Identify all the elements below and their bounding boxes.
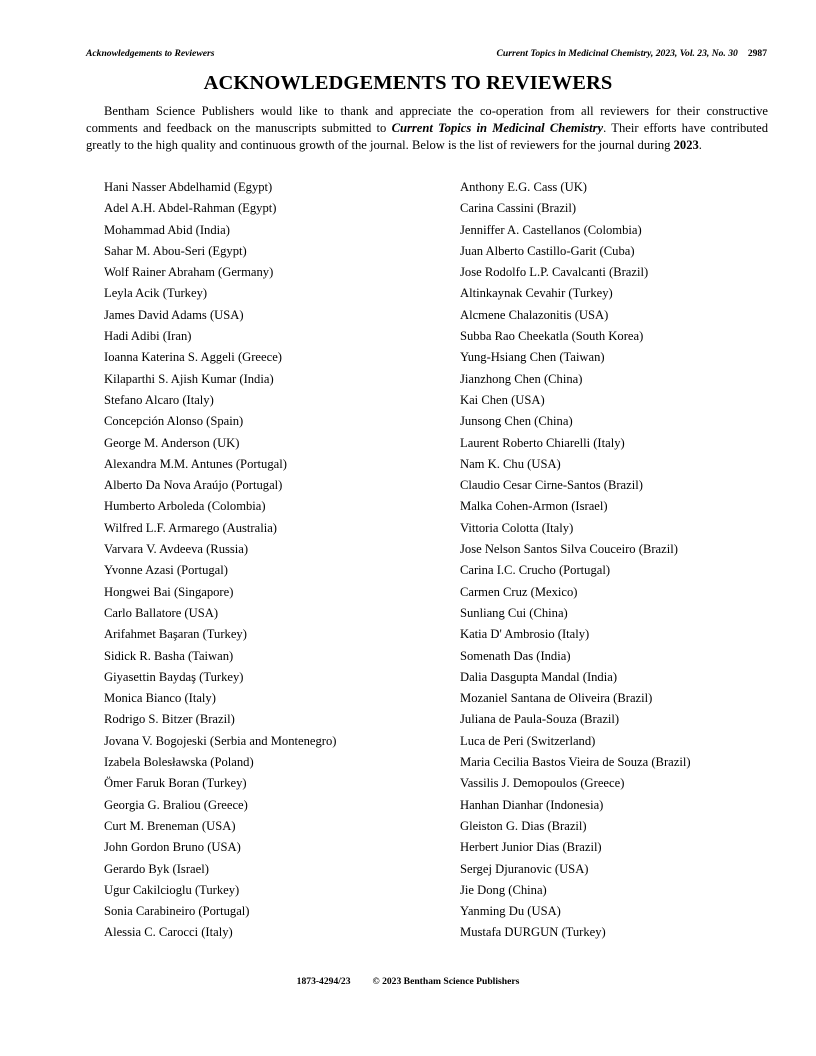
- reviewer-name: Herbert Junior Dias (Brazil): [460, 840, 602, 855]
- reviewer-name: Carina Cassini (Brazil): [460, 201, 577, 216]
- reviewer-name: Hongwei Bai (Singapore): [104, 584, 234, 599]
- reviewer-name: Georgia G. Braliou (Greece): [104, 797, 248, 812]
- reviewer-name: Stefano Alcaro (Italy): [104, 392, 214, 407]
- page-title: ACKNOWLEDGEMENTS TO REVIEWERS: [203, 72, 613, 94]
- reviewer-name: Jose Rodolfo L.P. Cavalcanti (Brazil): [460, 265, 649, 280]
- reviewer-name: Somenath Das (India): [460, 648, 571, 663]
- reviewer-name: Hani Nasser Abdelhamid (Egypt): [104, 180, 273, 194]
- reviewer-name: Alcmene Chalazonitis (USA): [460, 307, 609, 322]
- reviewer-name: Carmen Cruz (Mexico): [460, 584, 578, 599]
- reviewer-name: Sonia Carabineiro (Portugal): [104, 904, 250, 919]
- reviewer-name: Humberto Arboleda (Colombia): [104, 499, 266, 514]
- reviewer-name: Junsong Chen (China): [460, 414, 573, 429]
- reviewer-name: Wolf Rainer Abraham (Germany): [104, 265, 274, 280]
- reviewer-name: James David Adams (USA): [104, 307, 244, 322]
- reviewer-name: Jose Nelson Santos Silva Couceiro (Brazil): [460, 542, 678, 557]
- reviewer-name: Curt M. Breneman (USA): [104, 818, 236, 833]
- reviewer-name: Monica Bianco (Italy): [104, 691, 216, 706]
- reviewer-name: Alexandra M.M. Antunes (Portugal): [104, 456, 287, 471]
- reviewer-name: Anthony E.G. Cass (UK): [460, 180, 587, 194]
- reviewer-name: Hanhan Dianhar (Indonesia): [460, 797, 604, 812]
- intro-year: 2023: [673, 138, 699, 152]
- reviewer-name: Jenniffer A. Castellanos (Colombia): [460, 222, 642, 237]
- reviewer-name: Arifahmet Başaran (Turkey): [104, 627, 247, 642]
- copyright: © 2023 Bentham Science Publishers: [372, 976, 520, 987]
- reviewer-name: Carina I.C. Crucho (Portugal): [460, 563, 611, 578]
- reviewer-name: Wilfred L.F. Armarego (Australia): [104, 520, 277, 535]
- reviewer-name: Altinkaynak Cevahir (Turkey): [460, 286, 613, 301]
- journal-info: Current Topics in Medicinal Chemistry, 2023, Vol. 23, No. 30: [496, 48, 738, 59]
- intro-text-3: .: [698, 138, 702, 152]
- journal-name: Current Topics in Medicinal Chemistry: [391, 121, 604, 135]
- reviewer-name: Hadi Adibi (Iran): [104, 329, 192, 344]
- reviewer-name: Mohammad Abid (India): [104, 222, 230, 237]
- reviewer-name: Vittoria Colotta (Italy): [460, 520, 574, 535]
- reviewer-name: Nam K. Chu (USA): [460, 456, 561, 471]
- reviewer-name: George M. Anderson (UK): [104, 435, 240, 450]
- reviewer-name: Kai Chen (USA): [460, 392, 545, 407]
- reviewer-name: Juan Alberto Castillo-Garit (Cuba): [460, 243, 635, 258]
- reviewer-name: Yanming Du (USA): [460, 904, 561, 919]
- intro-text-2: . Their efforts have contributed greatly to the high quality and continuous growth of the journal. Below is the list of reviewers for the journal during: [86, 121, 768, 152]
- intro-text-1: Bentham Science Publishers would like to thank and appreciate the co-operation from all reviewers for their constructive comments and feedback on the manuscripts submitted to: [86, 104, 768, 135]
- reviewer-name: Adel A.H. Abdel-Rahman (Egypt): [104, 201, 277, 216]
- issn: 1873-4294/23: [296, 976, 351, 987]
- reviewer-name: Dalia Dasgupta Mandal (India): [460, 669, 618, 684]
- reviewer-name: Rodrigo S. Bitzer (Brazil): [104, 712, 235, 727]
- reviewer-name: Alessia C. Carocci (Italy): [104, 925, 233, 940]
- page-number: 2987: [747, 48, 767, 59]
- reviewer-name: Maria Cecilia Bastos Vieira de Souza (Brazil): [460, 755, 691, 770]
- reviewer-name: Kilaparthi S. Ajish Kumar (India): [104, 371, 274, 386]
- reviewer-name: Yvonne Azasi (Portugal): [104, 563, 228, 578]
- running-header-left: Acknowledgements to Reviewers: [86, 48, 215, 59]
- running-header-right: [497, 48, 767, 59]
- reviewer-name: Laurent Roberto Chiarelli (Italy): [460, 435, 625, 450]
- reviewer-name: Mozaniel Santana de Oliveira (Brazil): [460, 691, 653, 706]
- reviewer-name: John Gordon Bruno (USA): [104, 840, 241, 855]
- reviewer-name: Subba Rao Cheekatla (South Korea): [460, 329, 644, 344]
- reviewer-name: Mustafa DURGUN (Turkey): [460, 925, 606, 940]
- reviewer-name: Vassilis J. Demopoulos (Greece): [460, 776, 625, 791]
- reviewer-name: Katia D' Ambrosio (Italy): [460, 627, 590, 642]
- reviewer-name: Juliana de Paula-Souza (Brazil): [460, 712, 620, 727]
- reviewer-name: Ömer Faruk Boran (Turkey): [104, 776, 247, 791]
- reviewer-name: Jianzhong Chen (China): [460, 371, 583, 386]
- reviewer-name: Sahar M. Abou-Seri (Egypt): [104, 243, 247, 258]
- reviewer-name: Jie Dong (China): [460, 882, 547, 897]
- reviewer-name: Izabela Bolesławska (Poland): [104, 755, 254, 770]
- reviewer-name: Varvara V. Avdeeva (Russia): [104, 542, 249, 557]
- reviewer-name: Leyla Acik (Turkey): [104, 286, 208, 301]
- reviewer-name: Sunliang Cui (China): [460, 605, 568, 620]
- reviewer-name: Concepción Alonso (Spain): [104, 414, 244, 429]
- reviewer-name: Gerardo Byk (Israel): [104, 861, 209, 876]
- reviewer-name: Giyasettin Baydaş (Turkey): [104, 669, 244, 684]
- reviewer-name: Gleiston G. Dias (Brazil): [460, 818, 587, 833]
- reviewer-list-left: [104, 177, 336, 944]
- reviewer-name: Sergej Djuranovic (USA): [460, 861, 589, 876]
- reviewer-name: Carlo Ballatore (USA): [104, 605, 219, 620]
- reviewer-name: Alberto Da Nova Araújo (Portugal): [104, 478, 283, 493]
- page-footer: [0, 976, 816, 987]
- reviewer-list-right: [460, 177, 691, 944]
- reviewer-name: Sidick R. Basha (Taiwan): [104, 648, 234, 663]
- reviewer-name: Ugur Cakilcioglu (Turkey): [104, 882, 240, 897]
- reviewer-name: Ioanna Katerina S. Aggeli (Greece): [104, 350, 282, 365]
- reviewer-name: Yung-Hsiang Chen (Taiwan): [460, 350, 605, 365]
- reviewer-name: Luca de Peri (Switzerland): [460, 733, 596, 748]
- reviewer-name: Malka Cohen-Armon (Israel): [460, 499, 608, 514]
- intro-paragraph: [86, 103, 768, 154]
- reviewer-name: Jovana V. Bogojeski (Serbia and Montenegro): [104, 733, 337, 748]
- reviewer-name: Claudio Cesar Cirne-Santos (Brazil): [460, 478, 643, 493]
